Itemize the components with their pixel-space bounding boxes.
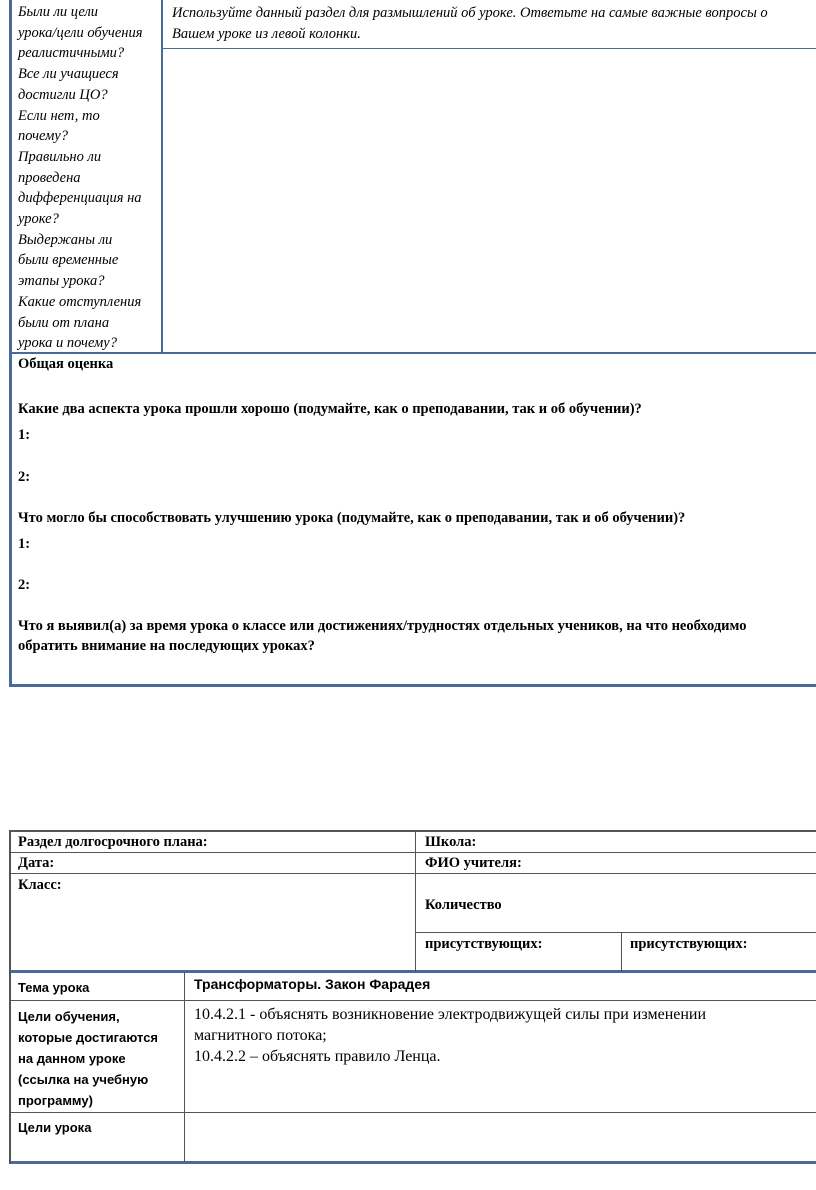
answer-label: 1:: [18, 427, 31, 443]
goals-value: 10.4.2.1 - объяснять возникновение электродвижущей силы при изменении магнитного потока; 10.4.2.2 – объяснять правило Ленца.: [194, 1006, 707, 1065]
row-divider: [9, 1112, 816, 1113]
instruction-line: Вашем уроке из левой колонки.: [172, 25, 361, 42]
question-line: дифференциация на: [18, 190, 142, 207]
table-border-left: [9, 830, 11, 1164]
question-line: Выдержаны ли: [18, 231, 113, 248]
question-line: уроке?: [18, 211, 59, 228]
table-border-left: [9, 0, 12, 686]
question-line: урока/цели обучения: [18, 24, 143, 41]
reflection-instructions: [172, 3, 816, 44]
teacher-label: ФИО учителя:: [425, 855, 522, 871]
question-line: проведена: [18, 169, 81, 186]
class-label: Класс:: [18, 877, 62, 893]
column-divider: [415, 830, 416, 972]
question-line: урока и почему?: [18, 335, 117, 352]
answer-label: 2:: [18, 577, 31, 593]
instruction-line: Используйте данный раздел для размышлений об уроке. Ответьте на самые важные вопросы о: [172, 5, 768, 21]
question-line: Были ли цели: [18, 4, 99, 20]
table-border-bottom: [9, 684, 816, 687]
topic-label: Тема урока: [18, 980, 90, 995]
summary-title: Общая оценка: [18, 356, 114, 372]
question-observations-line1: Что я выявил(а) за время урока о классе или достижениях/трудностях отдельных учеников, на что необходимо: [18, 618, 747, 634]
row-divider: [9, 873, 816, 874]
question-line: почему?: [18, 128, 69, 145]
section-label: Раздел долгосрочного плана:: [18, 834, 208, 850]
question-line: этапы урока?: [18, 273, 105, 290]
question-line: Если нет, то: [18, 107, 100, 124]
column-divider: [184, 972, 185, 1162]
row-divider: [9, 1000, 816, 1001]
question-line: достигли ЦО?: [18, 86, 108, 103]
question-line: Какие отступления: [18, 293, 142, 310]
question-improve: Что могло бы способствовать улучшению урока (подумайте, как о преподавании, так и об обучении)?: [18, 510, 686, 526]
present-label: присутствующих:: [630, 936, 748, 952]
school-label: Школа:: [425, 834, 477, 850]
topic-value: Трансформаторы. Закон Фарадея: [194, 976, 431, 992]
row-divider: [9, 852, 816, 853]
question-line: были от плана: [18, 314, 110, 331]
date-label: Дата:: [18, 855, 55, 871]
answer-label: 2:: [18, 469, 31, 485]
row-divider: [9, 970, 816, 973]
row-divider: [415, 932, 816, 933]
question-line: Правильно ли: [18, 148, 102, 165]
row-divider: [163, 48, 816, 49]
column-divider: [621, 932, 622, 972]
question-observations-line2: обратить внимание на последующих уроках?: [18, 638, 315, 654]
question-went-well: Какие два аспекта урока прошли хорошо (подумайте, как о преподавании, так и об обучении)?: [18, 401, 642, 417]
table-border-bottom: [9, 1161, 816, 1164]
lesson-goals-label: Цели урока: [18, 1120, 92, 1135]
question-line: реалистичными?: [18, 45, 125, 62]
answer-label: 1:: [18, 536, 31, 552]
question-line: были временные: [18, 252, 119, 269]
question-line: Все ли учащиеся: [18, 66, 119, 83]
reflection-questions: [18, 2, 160, 354]
present-label: присутствующих:: [425, 936, 543, 952]
goals-label: Цели обучения, которые достигаются на данном уроке (ссылка на учебную программу): [18, 1009, 159, 1108]
column-divider: [161, 0, 163, 352]
count-label: Количество: [425, 897, 502, 913]
